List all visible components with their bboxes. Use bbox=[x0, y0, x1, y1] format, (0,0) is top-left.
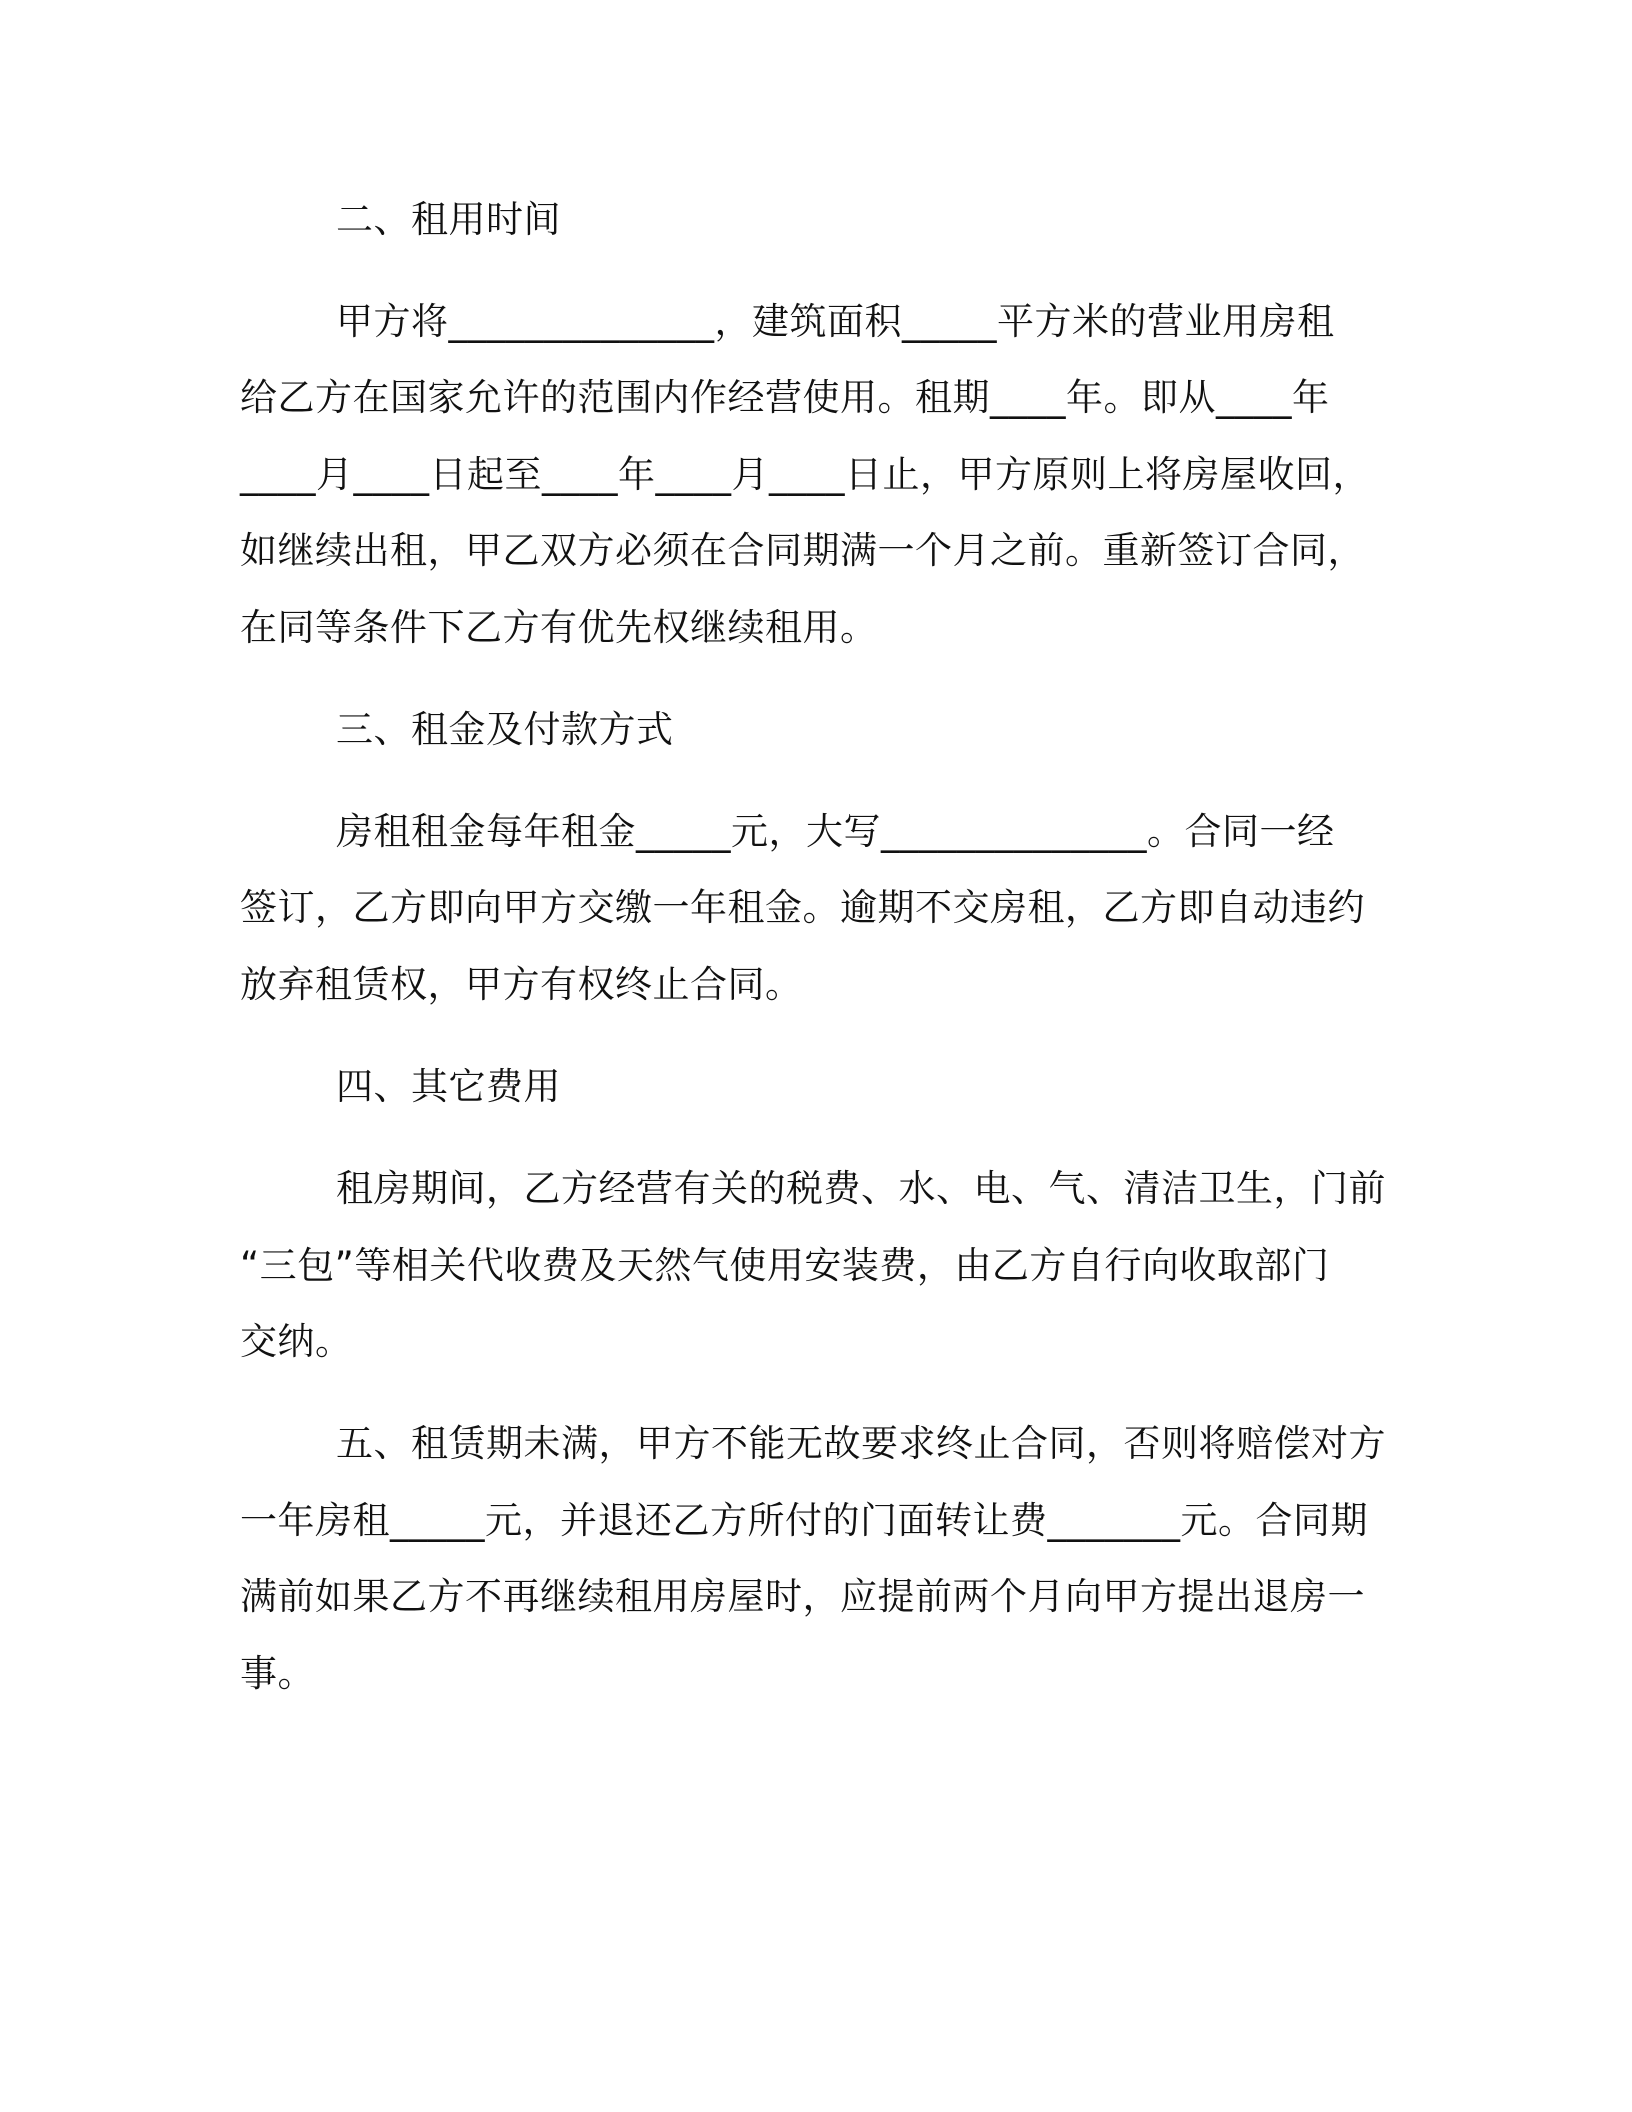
paragraph-line: 签订，乙方即向甲方交缴一年租金。逾期不交房租，乙方即自动违约 bbox=[240, 886, 1365, 929]
paragraph-line: 租房期间，乙方经营有关的税费、水、电、气、清洁卫生，门前 bbox=[336, 1167, 1386, 1210]
paragraph-line: 甲方将______________，建筑面积_____平方米的营业用房租 bbox=[336, 300, 1335, 343]
paragraph-line: 在同等条件下乙方有优先权继续租用。 bbox=[240, 606, 878, 649]
paragraph-line: 事。 bbox=[240, 1652, 315, 1695]
paragraph-line: 交纳。 bbox=[240, 1320, 353, 1363]
paragraph-line: 如继续出租，甲乙双方必须在合同期满一个月之前。重新签订合同， bbox=[240, 529, 1365, 572]
paragraph-line: 五、租赁期未满，甲方不能无故要求终止合同，否则将赔偿对方 bbox=[336, 1422, 1386, 1465]
paragraph-line: ____月____日起至____年____月____日止，甲方原则上将房屋收回， bbox=[240, 453, 1370, 496]
paragraph-line: 放弃租赁权，甲方有权终止合同。 bbox=[240, 963, 803, 1006]
section-heading-other-fees: 四、其它费用 bbox=[336, 1065, 561, 1108]
paragraph-line: 满前如果乙方不再继续租用房屋时，应提前两个月向甲方提出退房一 bbox=[240, 1575, 1365, 1618]
paragraph-line: 给乙方在国家允许的范围内作经营使用。租期____年。即从____年 bbox=[240, 376, 1330, 419]
paragraph-line: 一年房租_____元，并退还乙方所付的门面转让费_______元。合同期 bbox=[240, 1499, 1368, 1542]
section-heading-rental-period: 二、租用时间 bbox=[336, 198, 561, 241]
section-heading-rent-payment: 三、租金及付款方式 bbox=[336, 708, 674, 751]
paragraph-line: “三包”等相关代收费及天然气使用安装费，由乙方自行向收取部门 bbox=[240, 1244, 1330, 1287]
paragraph-line: 房租租金每年租金_____元，大写______________。合同一经 bbox=[336, 810, 1335, 853]
